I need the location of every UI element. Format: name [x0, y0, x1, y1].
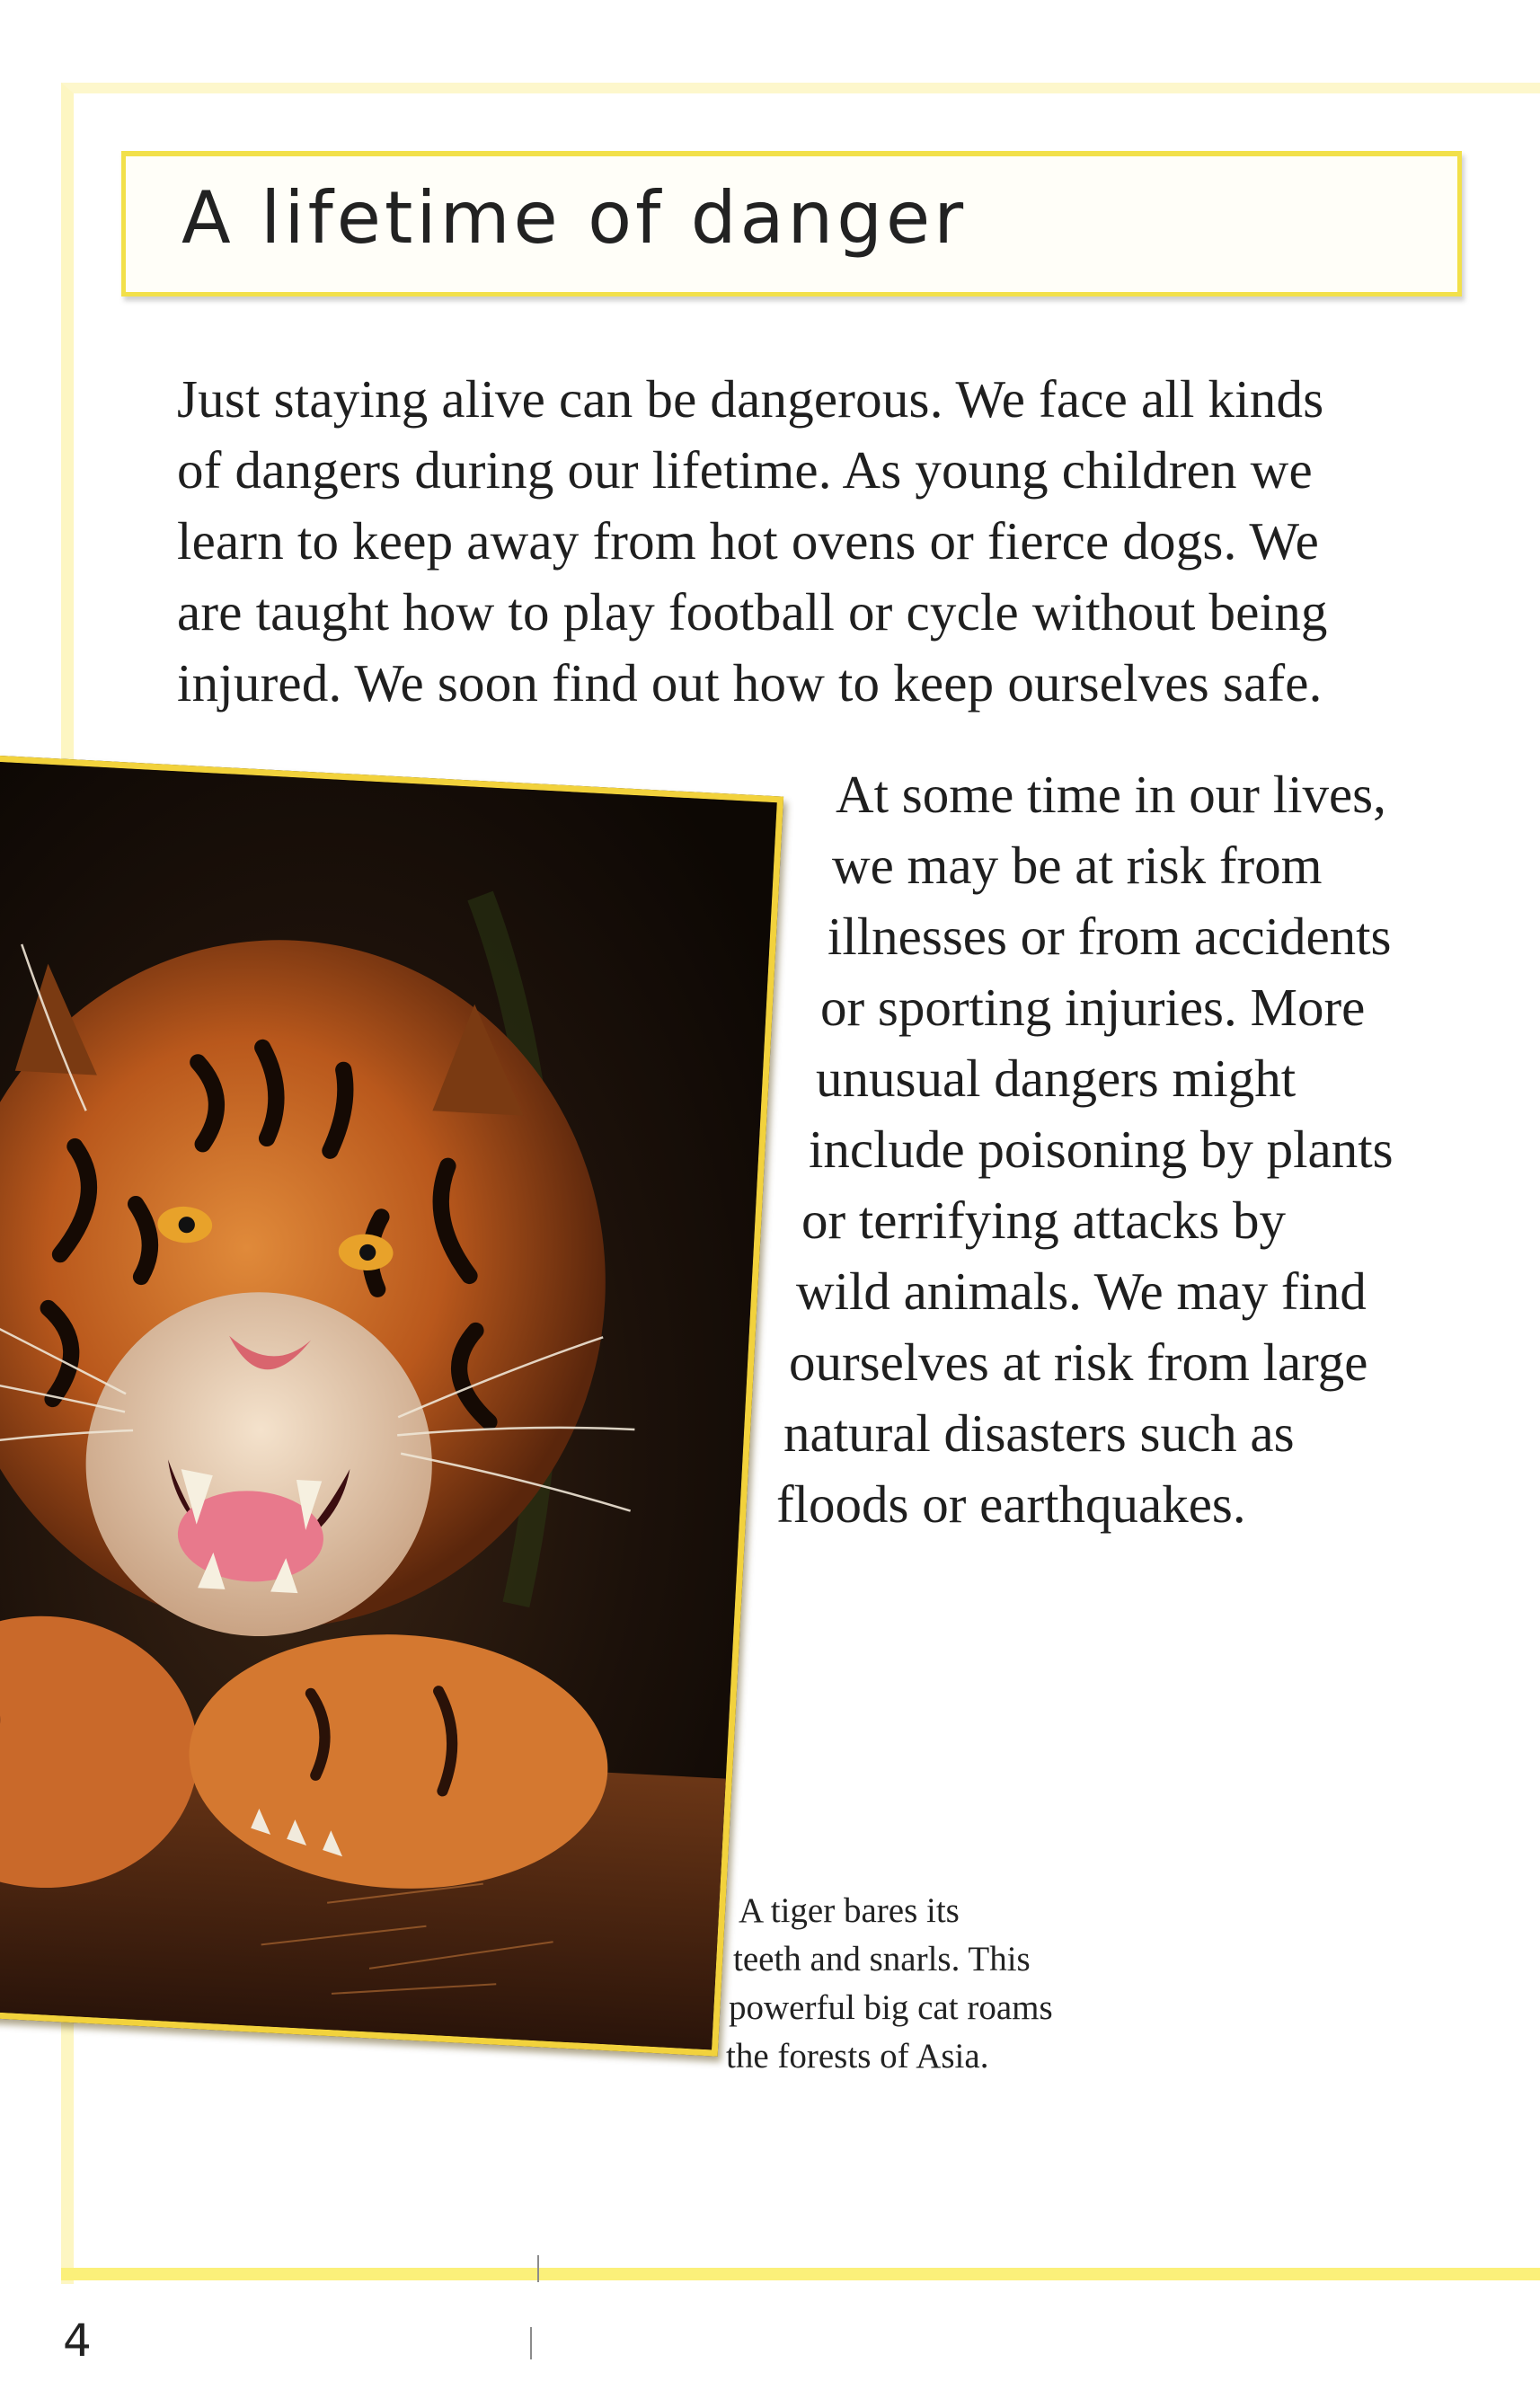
crop-mark	[530, 2327, 532, 2359]
intro-line: injured. We soon find out how to keep ourselves safe.	[177, 653, 1323, 713]
caption-line: the forests of Asia.	[726, 2037, 989, 2076]
intro-line: of dangers during our lifetime. As young children we	[177, 440, 1313, 500]
intro-line: Just staying alive can be dangerous. We face all kinds	[177, 369, 1324, 429]
crop-mark	[537, 2255, 539, 2282]
body-line: or terrifying attacks by	[801, 1190, 1287, 1250]
body-line: ourselves at risk from large	[789, 1332, 1368, 1392]
body-line: we may be at risk from	[832, 836, 1323, 895]
page-heading: A lifetime of danger	[181, 176, 968, 260]
intro-line: are taught how to play football or cycle without being	[177, 582, 1328, 642]
body-line: natural disasters such as	[783, 1403, 1295, 1463]
bottom-rule	[61, 2268, 1540, 2280]
body-line: include poisoning by plants	[809, 1120, 1394, 1179]
body-line: illnesses or from accidents	[828, 907, 1392, 966]
caption-line: teeth and snarls. This	[733, 1940, 1031, 1978]
body-line: or sporting injuries. More	[820, 978, 1366, 1037]
photo-caption	[726, 1887, 1139, 2081]
heading-box	[121, 151, 1462, 297]
intro-line: learn to keep away from hot ovens or fierce dogs. We	[177, 511, 1319, 571]
body-paragraph	[0, 759, 1540, 1568]
body-line: wild animals. We may find	[796, 1261, 1367, 1321]
intro-paragraph	[177, 364, 1471, 719]
page-number: 4	[63, 2315, 92, 2367]
body-line: floods or earthquakes.	[776, 1474, 1246, 1534]
caption-line: A tiger bares its	[739, 1891, 960, 1930]
body-line: At some time in our lives,	[836, 765, 1386, 824]
caption-line: powerful big cat roams	[729, 1988, 1053, 2027]
body-line: unusual dangers might	[816, 1049, 1297, 1108]
